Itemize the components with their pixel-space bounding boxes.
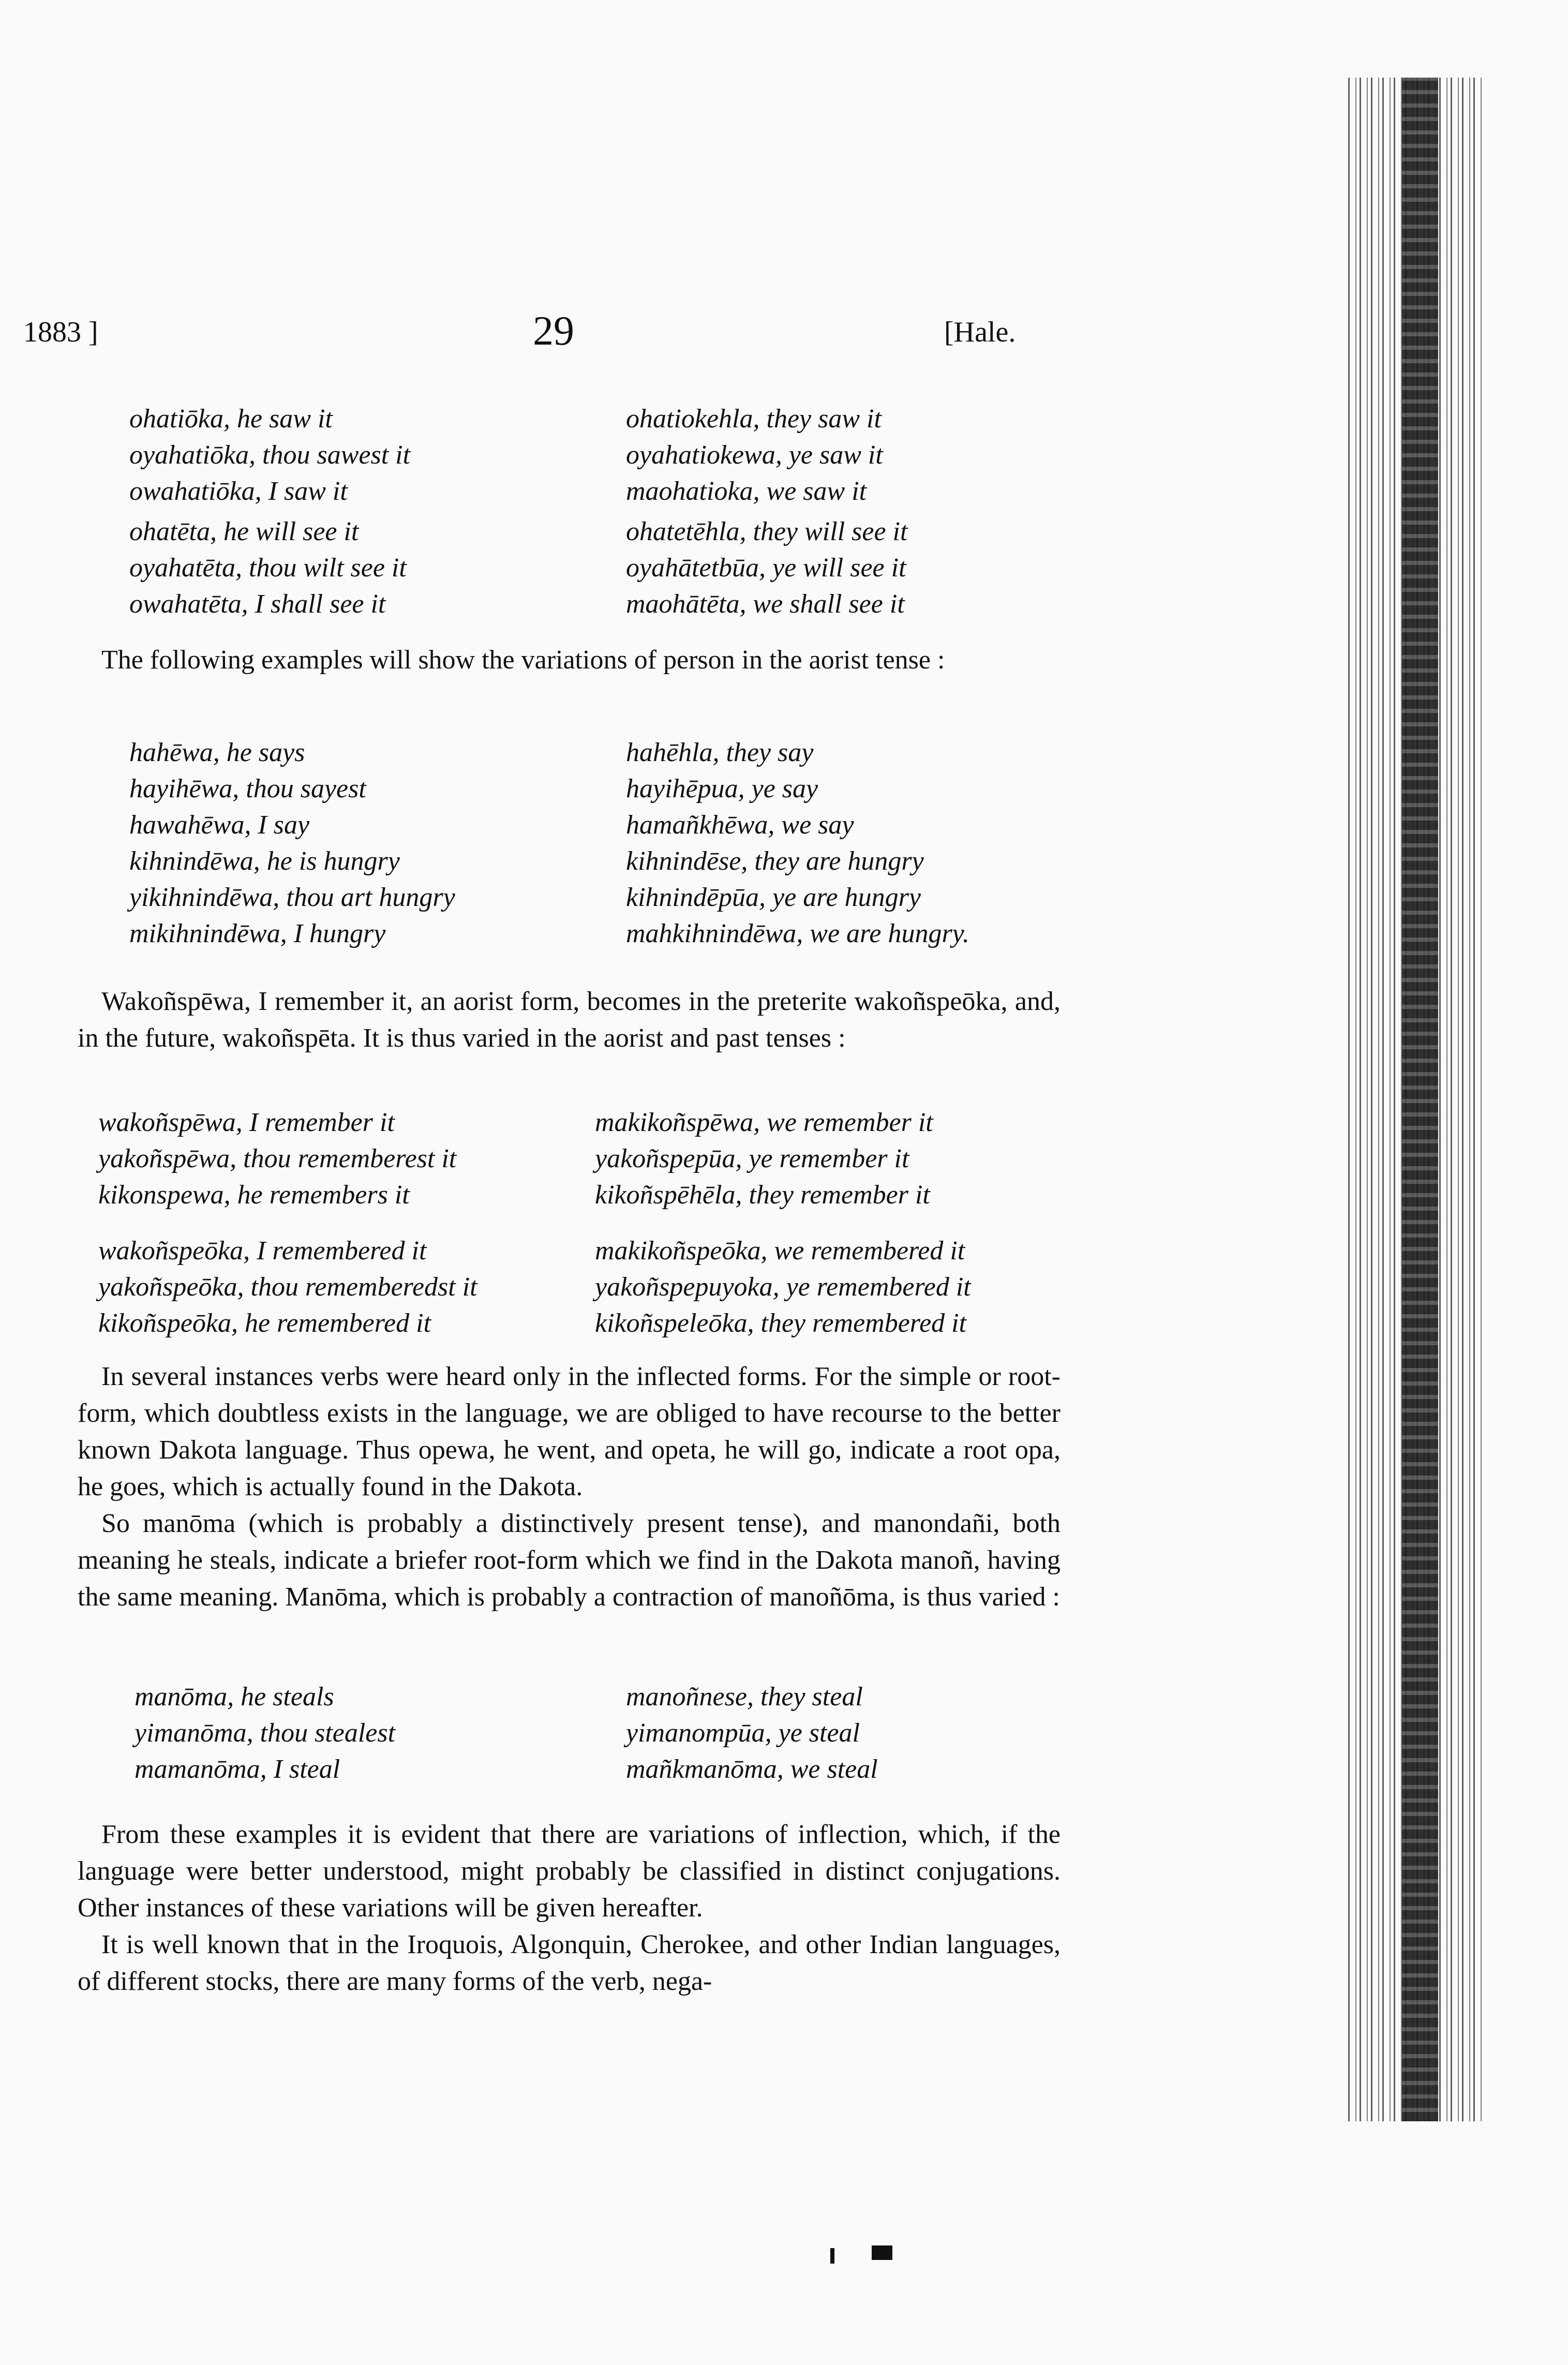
table-row: yakoñspepūa, ye remember it (595, 1144, 909, 1173)
table-row: oyahatiokewa, ye saw it (626, 440, 883, 470)
paradigm-table-3-right (595, 1105, 971, 1342)
table-row: ohatiokehla, they saw it (626, 404, 882, 434)
table-row: yimanōma, thou stealest (135, 1718, 396, 1748)
table-row: yakoñspēwa, thou rememberest it (98, 1144, 457, 1173)
paradigm-table-4-left (135, 1679, 395, 1788)
paragraph-inflected-forms: In several instances verbs were heard only in the inflected forms. For the simple or root-form, which doubtless exists in the language, we are obliged to have recourse to the better known Dakota language. Thus opewa, he went, and opeta, he will go, indicate a root opa, he goes, which is actually found in the Dakota. So manōma (which is probably a distinctively present tense), and manondañi, both meaning he steals, indicate a briefer root-form which we find in the Dakota manoñ, having the same meaning. Manōma, which is probably a contraction of manoñōma, is thus varied : (78, 1362, 1061, 1612)
paragraph-aorist-intro: The following examples will show the variations of person in the aorist tense : (101, 645, 945, 675)
table-row: kihnindēwa, he is hungry (129, 846, 400, 876)
table-row: kikoñspeleōka, they remembered it (595, 1308, 967, 1338)
table-row: oyahatiōka, thou sawest it (129, 440, 411, 470)
table-row: hawahēwa, I say (129, 810, 310, 840)
scan-mark (830, 2248, 834, 2264)
table-row: wakoñspeōka, I remembered it (98, 1236, 427, 1266)
scan-mark (872, 2245, 892, 2260)
table-row: yakoñspepuyoka, ye remembered it (595, 1272, 971, 1302)
table-row: owahatēta, I shall see it (129, 589, 386, 619)
header-author: [Hale. (944, 316, 1016, 348)
table-row: ohatetēhla, they will see it (626, 517, 908, 546)
scan-binding-shadow (1402, 78, 1438, 2121)
table-row: yimanompūa, ye steal (626, 1718, 860, 1748)
table-row: manōma, he steals (135, 1682, 334, 1712)
table-row: yikihnindēwa, thou art hungry (129, 883, 455, 912)
paradigm-table-4-right (626, 1679, 878, 1788)
page-number: 29 (533, 308, 574, 354)
table-row: kihnindēse, they are hungry (626, 846, 924, 876)
table-row: oyahatēta, thou wilt see it (129, 553, 407, 583)
table-row: kikoñspēhēla, they remember it (595, 1180, 930, 1210)
table-row: makikoñspēwa, we remember it (595, 1108, 933, 1137)
paradigm-table-2-right (626, 735, 969, 952)
table-row: maohātēta, we shall see it (626, 589, 905, 619)
table-row: maohatioka, we saw it (626, 477, 867, 506)
paradigm-table-2-left (129, 735, 455, 952)
table-row: hamañkhēwa, we say (626, 810, 854, 840)
table-row: mikihnindēwa, I hungry (129, 919, 386, 948)
table-row: ohatēta, he will see it (129, 517, 359, 546)
paragraph-wakonspewa: Wakoñspēwa, I remember it, an aorist form, becomes in the preterite wakoñspeōka, and, in the future, wakoñspēta. It is thus varied in the aorist and past tenses : (78, 987, 1061, 1053)
table-row: hayihēpua, ye say (626, 774, 818, 804)
table-row: yakoñspeōka, thou rememberedst it (98, 1272, 477, 1302)
table-row: wakoñspēwa, I remember it (98, 1108, 395, 1137)
table-row: kihnindēpūa, ye are hungry (626, 883, 921, 912)
paradigm-table-1-right (626, 401, 907, 622)
table-row: ohatiōka, he saw it (129, 404, 333, 434)
table-row: mañkmanōma, we steal (626, 1754, 878, 1784)
table-row: manoñnese, they steal (626, 1682, 863, 1712)
table-row: hahēwa, he says (129, 738, 305, 767)
paradigm-table-3-left (98, 1105, 477, 1342)
table-row: hahēhla, they say (626, 738, 814, 767)
paragraph-conjugations: From these examples it is evident that there are variations of inflection, which, if the language were better understood, might probably be classified in distinct conjugations. Other instances of these variations will be given hereafter. It is well known that in the Iroquois, Algonquin, Cherokee, and other Indian languages, of different stocks, there are many forms of the verb, nega- (78, 1820, 1061, 1996)
table-row: mamanōma, I steal (135, 1754, 340, 1784)
table-row: owahatiōka, I saw it (129, 477, 348, 506)
table-row: kikonspewa, he remembers it (98, 1180, 410, 1210)
table-row: hayihēwa, thou sayest (129, 774, 366, 804)
table-row: kikoñspeōka, he remembered it (98, 1308, 431, 1338)
table-row: mahkihnindēwa, we are hungry. (626, 919, 969, 948)
table-row: makikoñspeōka, we remembered it (595, 1236, 965, 1266)
paradigm-table-1-left (129, 401, 410, 622)
header-date: 1883 ] (23, 316, 98, 348)
table-row: oyahātetbūa, ye will see it (626, 553, 906, 583)
